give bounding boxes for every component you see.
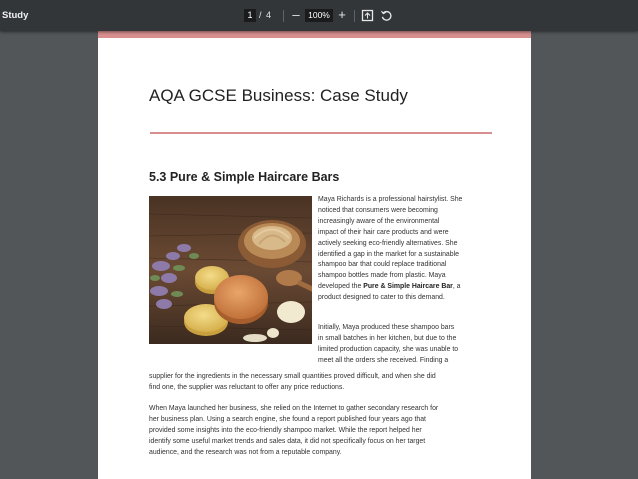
page-title: AQA GCSE Business: Case Study <box>149 86 408 105</box>
title-divider <box>150 132 492 134</box>
text-line: find one, the supplier was reluctant to offer any price reductions. <box>149 383 345 391</box>
paragraph-research <box>149 404 489 459</box>
toolbar-divider <box>354 10 355 22</box>
text-line: Maya Richards is a professional hairstylist. She <box>318 196 463 203</box>
text-line: impact of their hair care products and were <box>318 228 449 236</box>
text-line: increasingly aware of the environmental <box>318 217 440 225</box>
text-line: actively seeking eco-friendly alternatives. She <box>318 239 458 247</box>
zoom-in-button[interactable]: + <box>338 7 346 22</box>
text-line: in small batches in her kitchen, but due to the <box>318 334 457 342</box>
zoom-out-button[interactable]: – <box>292 7 300 22</box>
toolbar-divider <box>283 10 284 22</box>
product-name: Pure & Simple Haircare Bar <box>363 283 453 291</box>
pdf-page <box>98 31 531 479</box>
text-line: product designed to cater to this demand. <box>318 294 445 302</box>
text-line: noticed that consumers were becoming <box>318 206 438 214</box>
text-line: limited production capacity, she was unable to <box>318 345 459 353</box>
rotate-icon[interactable] <box>380 9 393 22</box>
text-line: meet all the orders she received. Finding a <box>318 356 449 364</box>
text-line: provided some insights into the eco-friendly shampoo market. While the report helped her <box>149 426 422 434</box>
text-fragment: , a <box>452 283 461 291</box>
text-line: shampoo bar that could replace traditional <box>318 261 447 269</box>
paragraph-intro <box>318 195 488 304</box>
page-accent-bar <box>98 31 531 38</box>
text-line: When Maya launched her business, she relied on the Internet to gather secondary research for <box>149 405 439 412</box>
text-line <box>318 282 488 293</box>
pdf-toolbar <box>0 0 638 31</box>
zoom-level-input[interactable]: 100% <box>305 9 333 22</box>
text-line: shampoo bottles made from plastic. Maya <box>318 272 446 280</box>
text-fragment: developed the <box>318 283 364 291</box>
text-line: identified a gap in the market for a sustainable <box>318 250 459 258</box>
text-line: identify some useful market trends and sales data, it did not specifically focus on her target <box>149 437 426 445</box>
current-page-input[interactable]: 1 <box>244 9 256 22</box>
section-heading: 5.3 Pure & Simple Haircare Bars <box>149 170 340 184</box>
text-line: supplier for the ingredients in the necessary small quantities proved difficult, and when she did <box>149 373 436 380</box>
paragraph-production <box>318 323 488 367</box>
text-line: her business plan. Using a search engine, she found a report published four years ago that <box>149 415 426 423</box>
text-line: Initially, Maya produced these shampoo bars <box>318 324 455 331</box>
document-title: Study <box>2 10 29 21</box>
fit-page-icon[interactable] <box>361 9 374 22</box>
paragraph-supplier <box>149 372 489 394</box>
shampoo-bars-photo <box>149 196 312 344</box>
text-line: audience, and the research was not from a reputable company. <box>149 448 342 456</box>
total-pages: 4 <box>266 10 272 20</box>
page-separator: / <box>259 10 262 20</box>
